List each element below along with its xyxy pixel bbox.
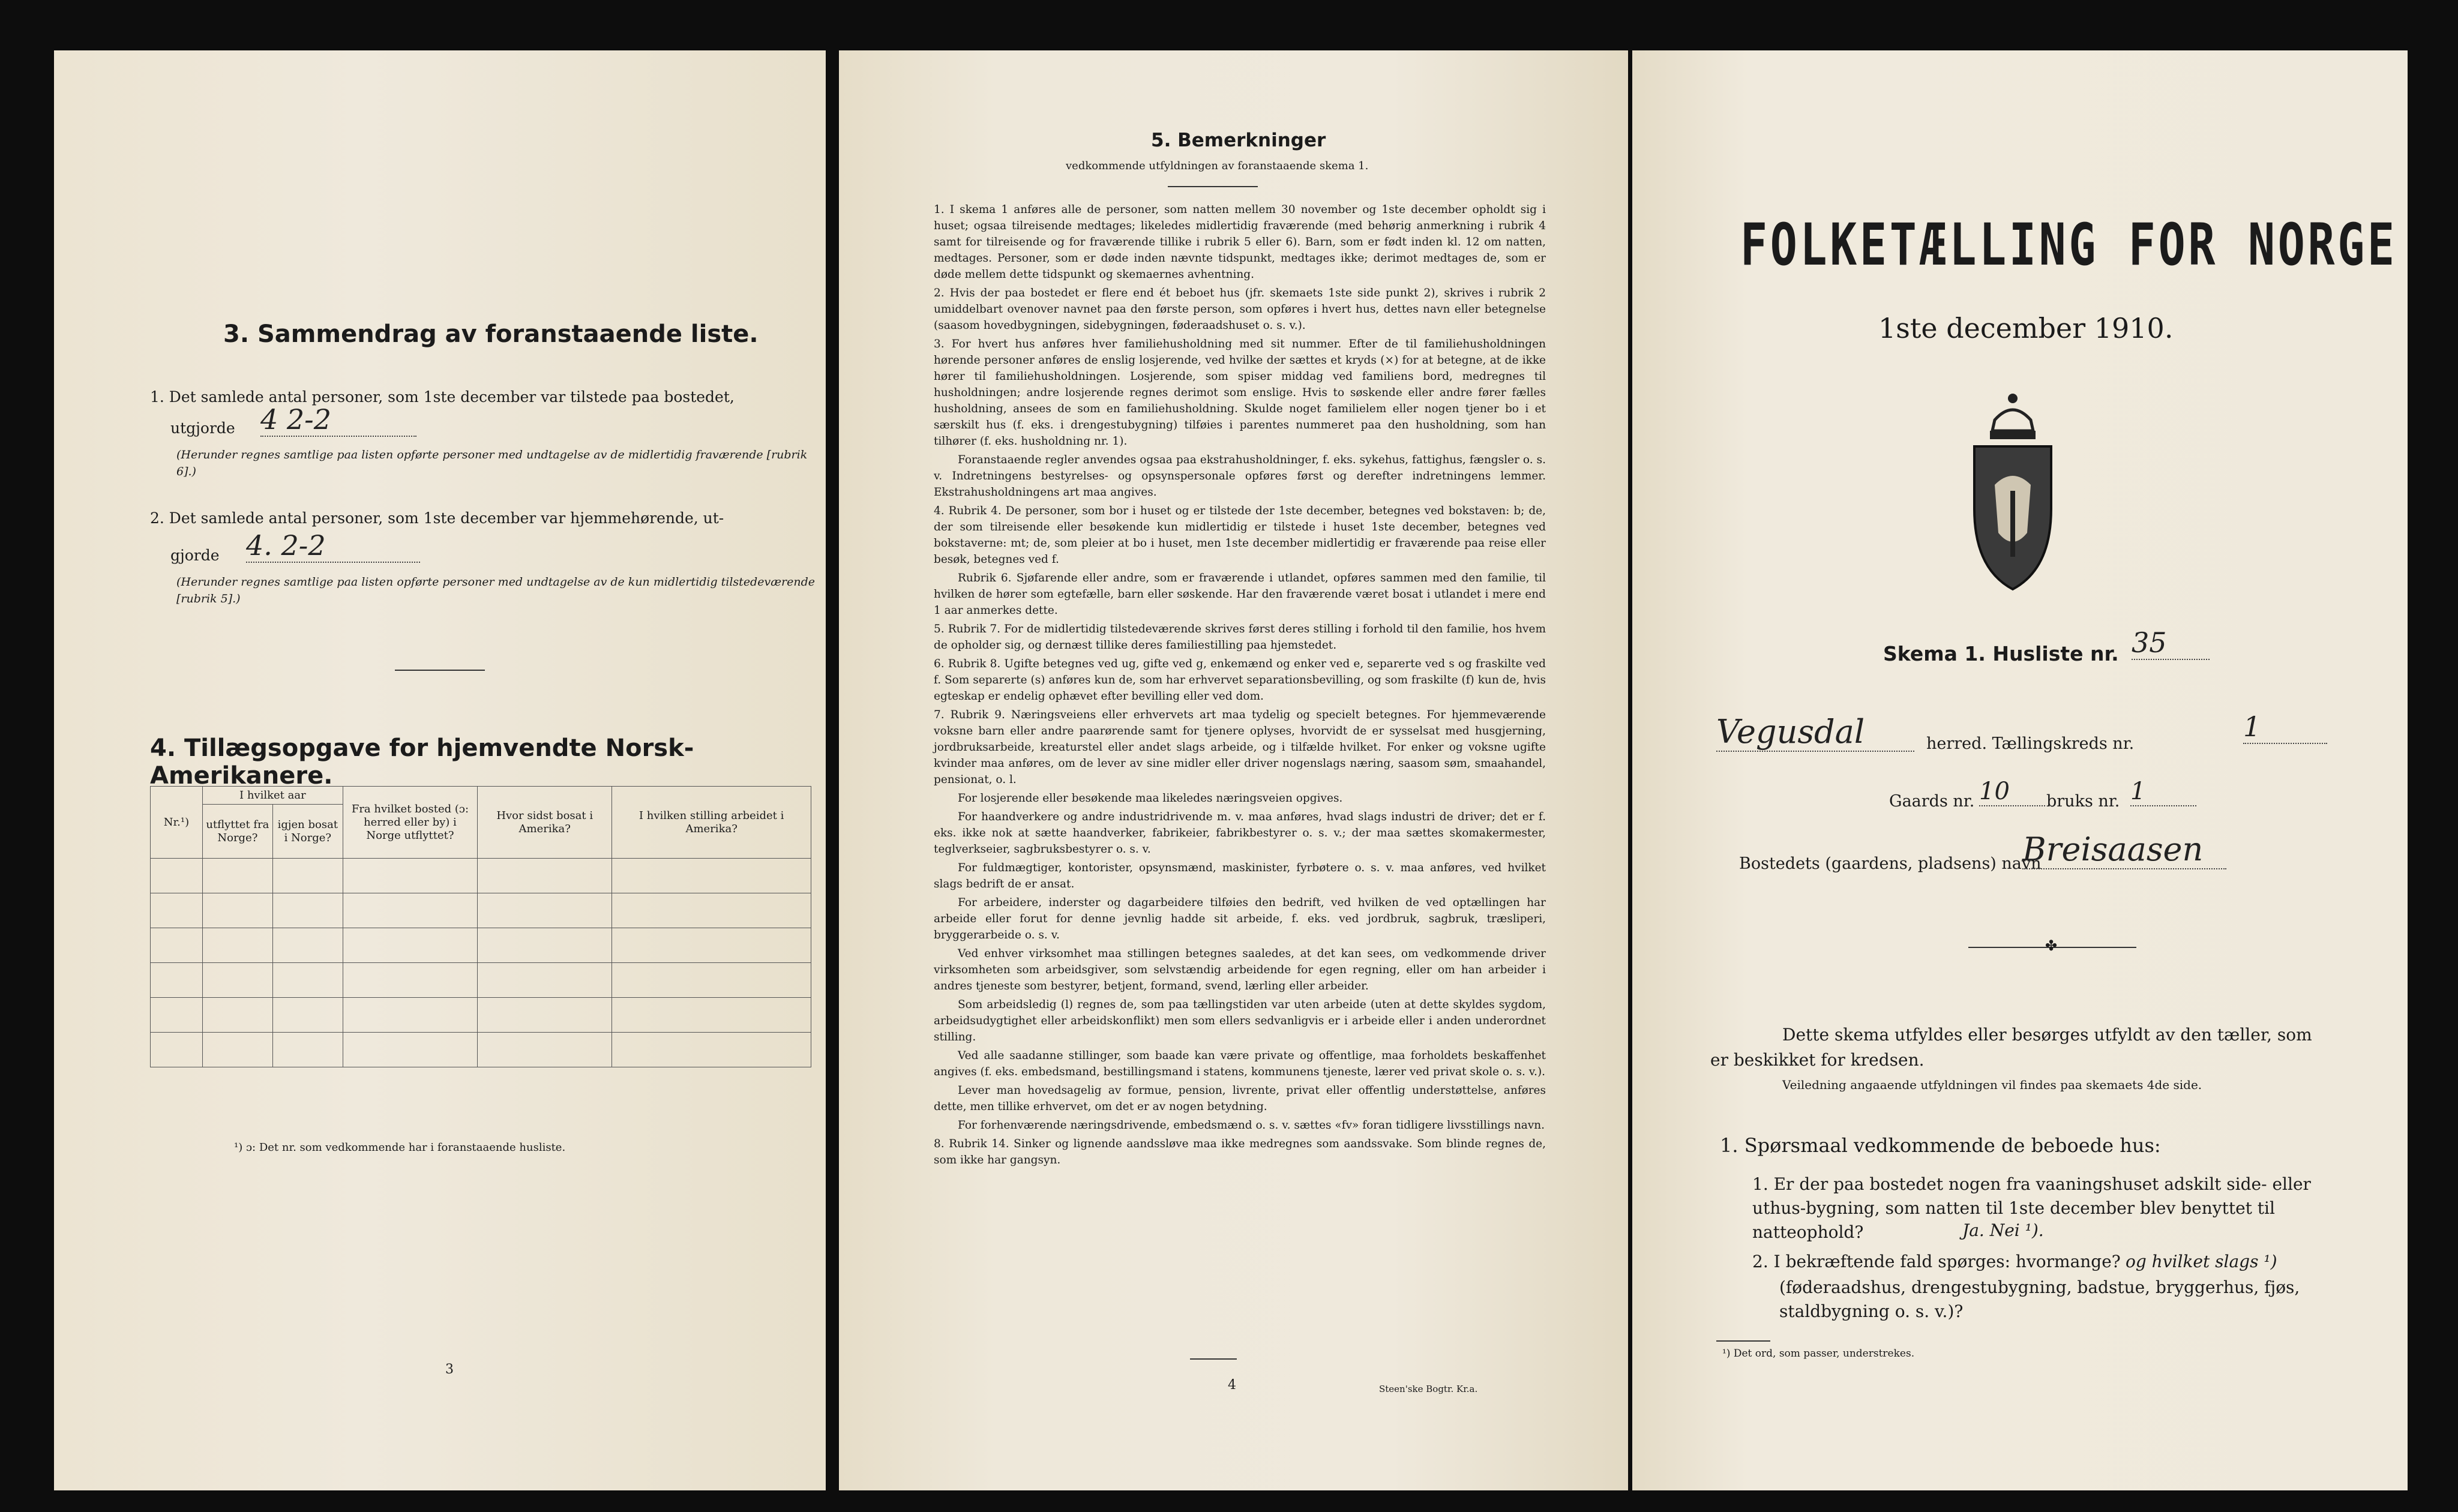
col-nr: Nr.¹) xyxy=(151,787,203,859)
page-number: 4 xyxy=(1228,1378,1236,1393)
remarks-list xyxy=(934,202,1546,1171)
summary-item1: 1. Det samlede antal personer, som 1ste december var tilstede paa bostedet, xyxy=(150,388,735,406)
summary-item1-value: 4 2-2 xyxy=(260,403,416,437)
footnote: ¹) Det ord, som passer, understrekes. xyxy=(1722,1348,1915,1360)
page-left xyxy=(54,50,826,1490)
page-right xyxy=(1632,50,2408,1490)
remark-paragraph: Rubrik 6. Sjøfarende eller andre, som er fraværende i utlandet, opføres sammen med den familie, til hvilken de hører som egtefælle, barn eller søskende. Har den fraværende været bosat i utlandet i mere end 1 aar anmerkes dette. xyxy=(934,572,1546,617)
table-row xyxy=(151,1033,811,1067)
col-which-year: I hvilket aar xyxy=(202,787,343,805)
main-title: FOLKETÆLLING FOR NORGE xyxy=(1740,211,2397,278)
col-emigrated: utflyttet fra Norge? xyxy=(202,805,272,859)
husliste-nr: 35 xyxy=(2132,626,2210,660)
question-2-c: (føderaadshus, drengestubygning, badstue, bryggerhus, fjøs, staldbygning o. s. v.)? xyxy=(1779,1277,2300,1321)
info-small: Veiledning angaaende utfyldningen vil findes paa skemaets 4de side. xyxy=(1782,1078,2202,1092)
summary-item2-value: 4. 2-2 xyxy=(246,529,420,563)
table-footnote: ¹) ɔ: Det nr. som vedkommende har i foranstaaende husliste. xyxy=(234,1141,566,1154)
remark-paragraph: 1. I skema 1 anføres alle de personer, som natten mellem 30 november og 1ste december opholdt sig i huset; ogsaa tilreisende medtages; likeledes midlertidig fraværende (med behørig anmerkning i rubrik 4 samt for tilreisende og for fraværende tillike i rubrik 5 eller 6). Barn, som er født inden kl. 12 om natten, medtages. Personer, som er døde inden nævnte tidspunkt, medtages ikke; derimot medtages de, som er døde mellem dette tidspunkt og skemaernes avhentning. xyxy=(934,203,1546,281)
bruks-nr: 1 xyxy=(2130,778,2196,806)
summary-item2: 2. Det samlede antal personer, som 1ste december var hjemmehørende, ut- xyxy=(150,509,724,527)
remark-paragraph: 4. Rubrik 4. De personer, som bor i huset og er tilstede der 1ste december, betegnes ved bokstaven: b; de, der som tilreisende eller besøkende kun midlertidig er tilstede i huset 1ste december, betegnes ved bokstaverne: mt; de, som pleier at bo i huset, men 1ste december midlertidig er fraværende paa reise eller besøk, betegnes ved f. xyxy=(934,505,1546,566)
summary-item2-note: (Herunder regnes samtlige paa listen opførte personer med undtagelse av de kun midlertidig tilstedeværende [rubrik 5].) xyxy=(176,575,816,605)
remark-paragraph: For arbeidere, inderster og dagarbeidere tilføies den bedrift, ved hvilken de ved optællingen har arbeide eller forut for denne jevnlig hadde sit arbeide, f. eks. ved jordbruk, sagbruk, træsliperi, bryggerarbeide o. s. v. xyxy=(934,896,1546,941)
remark-paragraph: For losjerende eller besøkende maa likeledes næringsveien opgives. xyxy=(958,792,1343,805)
remark-paragraph: 7. Rubrik 9. Næringsveiens eller erhvervets art maa tydelig og specielt betegnes. For hjemmeværende voksne barn eller andre paarørende samt for tjenere oplyses, hvorvidt de er sysselsat med husgjerning, jordbruksarbeide, kreaturstel eller andet slags arbeide, og i tilfælde hvilket. For enker og voksne ugifte kvinder maa anføres, om de lever av sine midler eller driver nogenslags næring, saasom søm, smaahandel, pensionat, o. l. xyxy=(934,709,1546,786)
census-date: 1ste december 1910. xyxy=(1878,312,2174,344)
remark-paragraph: Foranstaaende regler anvendes ogsaa paa ekstrahusholdninger, f. eks. sykehus, fattighus, fængsler o. s. v. Indretningens bestyrelses- og opsynspersonale opføres først og derefter indretningens lemmer. Ekstrahusholdningens art maa angives. xyxy=(934,454,1546,499)
question-1-answer: Ja. Nei ¹). xyxy=(1962,1220,2044,1240)
page-middle xyxy=(839,50,1628,1490)
remark-paragraph: 3. For hvert hus anføres hver familiehusholdning med sit nummer. Efter de til familiehusholdningen hørende personer anføres de enslig losjerende, ved hvilke der sættes et kryds (×) for at betegne, at de ikke hører til familiehusholdningen. Losjerende, som spiser middag ved familiens bord, medregnes til husholdningen; andre losjerende regnes derimot som enslige. Hvis to søskende eller andre fører fælles husholdning, ansees de som en familiehusholdning. Skulde noget familielem eller nogen tjener bo i et særskilt hus (f. eks. i drengestubygning) tilføies i parentes nummeret paa den husholdning, som han tilhører (f. eks. husholdning nr. 1). xyxy=(934,338,1546,448)
remark-paragraph: Ved alle saadanne stillinger, som baade kan være private og offentlige, maa forholdets beskaffenhet angives (f. eks. embedsmand, bestillingsmand i statens, kommunens tjeneste, lærer ved privat skole o. s. v.). xyxy=(934,1049,1546,1078)
gaards-label: Gaards nr. xyxy=(1889,792,1975,811)
question-2-b: og hvilket slags ¹) xyxy=(2126,1252,2277,1271)
schema-label: Skema 1. Husliste nr. xyxy=(1883,642,2119,665)
kreds-nr: 1 xyxy=(2243,710,2327,744)
bosted-value: Breisaasen xyxy=(2022,830,2226,869)
remark-paragraph: For haandverkere og andre industridrivende m. v. maa anføres, hvad slags industri de driver; det er f. eks. ikke nok at sætte haandverker, fabrikeier, fabrikbestyrer o. s. v.; der maa sættes skomakermester, teglverkseier, sagbruksbestyrer o. s. v. xyxy=(934,811,1546,856)
table-row xyxy=(151,859,811,893)
gaards-nr: 10 xyxy=(1979,778,2045,806)
col-returned: igjen bosat i Norge? xyxy=(272,805,343,859)
remarks-title: 5. Bemerkninger xyxy=(1151,130,1326,151)
coat-of-arms-icon xyxy=(1968,389,2057,594)
divider xyxy=(395,670,485,671)
col-occupation: I hvilken stilling arbeidet i Amerika? xyxy=(612,787,811,859)
printer-mark: Steen'ske Bogtr. Kr.a. xyxy=(1379,1384,1478,1394)
ornament-icon: ✤ xyxy=(2045,937,2058,954)
remark-paragraph: 5. Rubrik 7. For de midlertidig tilstedeværende skrives først deres stilling i forhold til den familie, hos hvem de opholder sig, og dernæst tillike deres familiestilling paa hjemstedet. xyxy=(934,623,1546,652)
summary-item1-note: (Herunder regnes samtlige paa listen opførte personer med undtagelse av de midlertidig fraværende [rubrik 6].) xyxy=(176,448,808,478)
remarks-subtitle: vedkommende utfyldningen av foranstaaende skema 1. xyxy=(1066,160,1369,172)
bruks-label: bruks nr. xyxy=(2046,792,2120,811)
herred-value: Vegusdal xyxy=(1716,713,1914,752)
divider xyxy=(1168,186,1258,187)
table-row xyxy=(151,893,811,928)
remark-paragraph: Ved enhver virksomhet maa stillingen betegnes saaledes, at det kan sees, om vedkommende driver virksomheten som arbeidsgiver, som selvstændig arbeidende for egen regning, eller om han arbeider i andres tjeneste som bestyrer, betjent, formand, svend, lærling eller arbeider. xyxy=(934,947,1546,992)
bosted-label: Bostedets (gaardens, pladsens) navn xyxy=(1739,854,2042,873)
norsk-amerikanere-table xyxy=(150,786,811,1067)
info-text: Dette skema utfyldes eller besørges utfyldt av den tæller, som er beskikket for kredsen. xyxy=(1710,1025,2312,1070)
col-from-where: Fra hvilket bosted (ɔ: herred eller by) i Norge utflyttet? xyxy=(343,787,477,859)
remark-paragraph: 2. Hvis der paa bostedet er flere end ét beboet hus (jfr. skemaets 1ste side punkt 2), skrives i rubrik 2 umiddelbart ovenover navnet paa den første person, som opføres i hvert hus, dettes navn eller betegnelse (saasom hovedbygningen, sidebygningen, føderaadshuset o. s. v.). xyxy=(934,287,1546,332)
remark-paragraph: For fuldmægtiger, kontorister, opsynsmænd, maskinister, fyrbøtere o. s. v. maa anføres, ved hvilket slags bedrift de er ansat. xyxy=(934,862,1546,890)
herred-label: herred. Tællingskreds nr. xyxy=(1926,734,2135,753)
page-number: 3 xyxy=(445,1362,454,1377)
section3-title: 3. Sammendrag av foranstaaende liste. xyxy=(223,320,759,348)
table-row xyxy=(151,963,811,998)
divider xyxy=(1190,1358,1237,1360)
remark-paragraph: Som arbeidsledig (l) regnes de, som paa tællingstiden var uten arbeide (uten at dette skyldes sygdom, arbeidsudygtighet eller arbeidskonflikt) men som ellers sedvanligvis er i arbeide eller i anden underordnet stilling. xyxy=(934,998,1546,1043)
section4-title: 4. Tillægsopgave for hjemvendte Norsk-Amerikanere. xyxy=(150,734,694,790)
summary-item2-label: gjorde xyxy=(170,547,220,564)
remark-paragraph: 8. Rubrik 14. Sinker og lignende aandssløve maa ikke medregnes som aandssvake. Som blinde regnes de, som ikke har gangsyn. xyxy=(934,1138,1546,1166)
question-heading: 1. Spørsmaal vedkommende de beboede hus: xyxy=(1720,1134,2161,1157)
remark-paragraph: For forhenværende næringsdrivende, embedsmænd o. s. v. sættes «fv» foran tidligere livsstillings navn. xyxy=(958,1119,1545,1132)
table-row xyxy=(151,928,811,963)
table-row xyxy=(151,998,811,1033)
question-2-a: 2. I bekræftende fald spørges: hvormange? xyxy=(1752,1252,2121,1271)
question-1: 1. Er der paa bostedet nogen fra vaaningshuset adskilt side- eller uthus-bygning, som natten til 1ste december blev benyttet til natteophold? xyxy=(1752,1174,2311,1242)
col-last-residence: Hvor sidst bosat i Amerika? xyxy=(478,787,612,859)
remark-paragraph: Lever man hovedsagelig av formue, pension, livrente, privat eller offentlig understøttelse, anføres dette, men tillike erhvervet, om det er av nogen betydning. xyxy=(934,1084,1546,1113)
remark-paragraph: 6. Rubrik 8. Ugifte betegnes ved ug, gifte ved g, enkemænd og enker ved e, separerte ved s og fraskilte ved f. Som separerte (s) anføres kun de, som har erhvervet separationsbevilling, og som fraskilte (f) kun de, hvis egteskap er endelig ophævet efter bevilling eller ved dom. xyxy=(934,658,1546,703)
divider xyxy=(1716,1340,1770,1342)
summary-item1-label: utgjorde xyxy=(170,419,235,437)
